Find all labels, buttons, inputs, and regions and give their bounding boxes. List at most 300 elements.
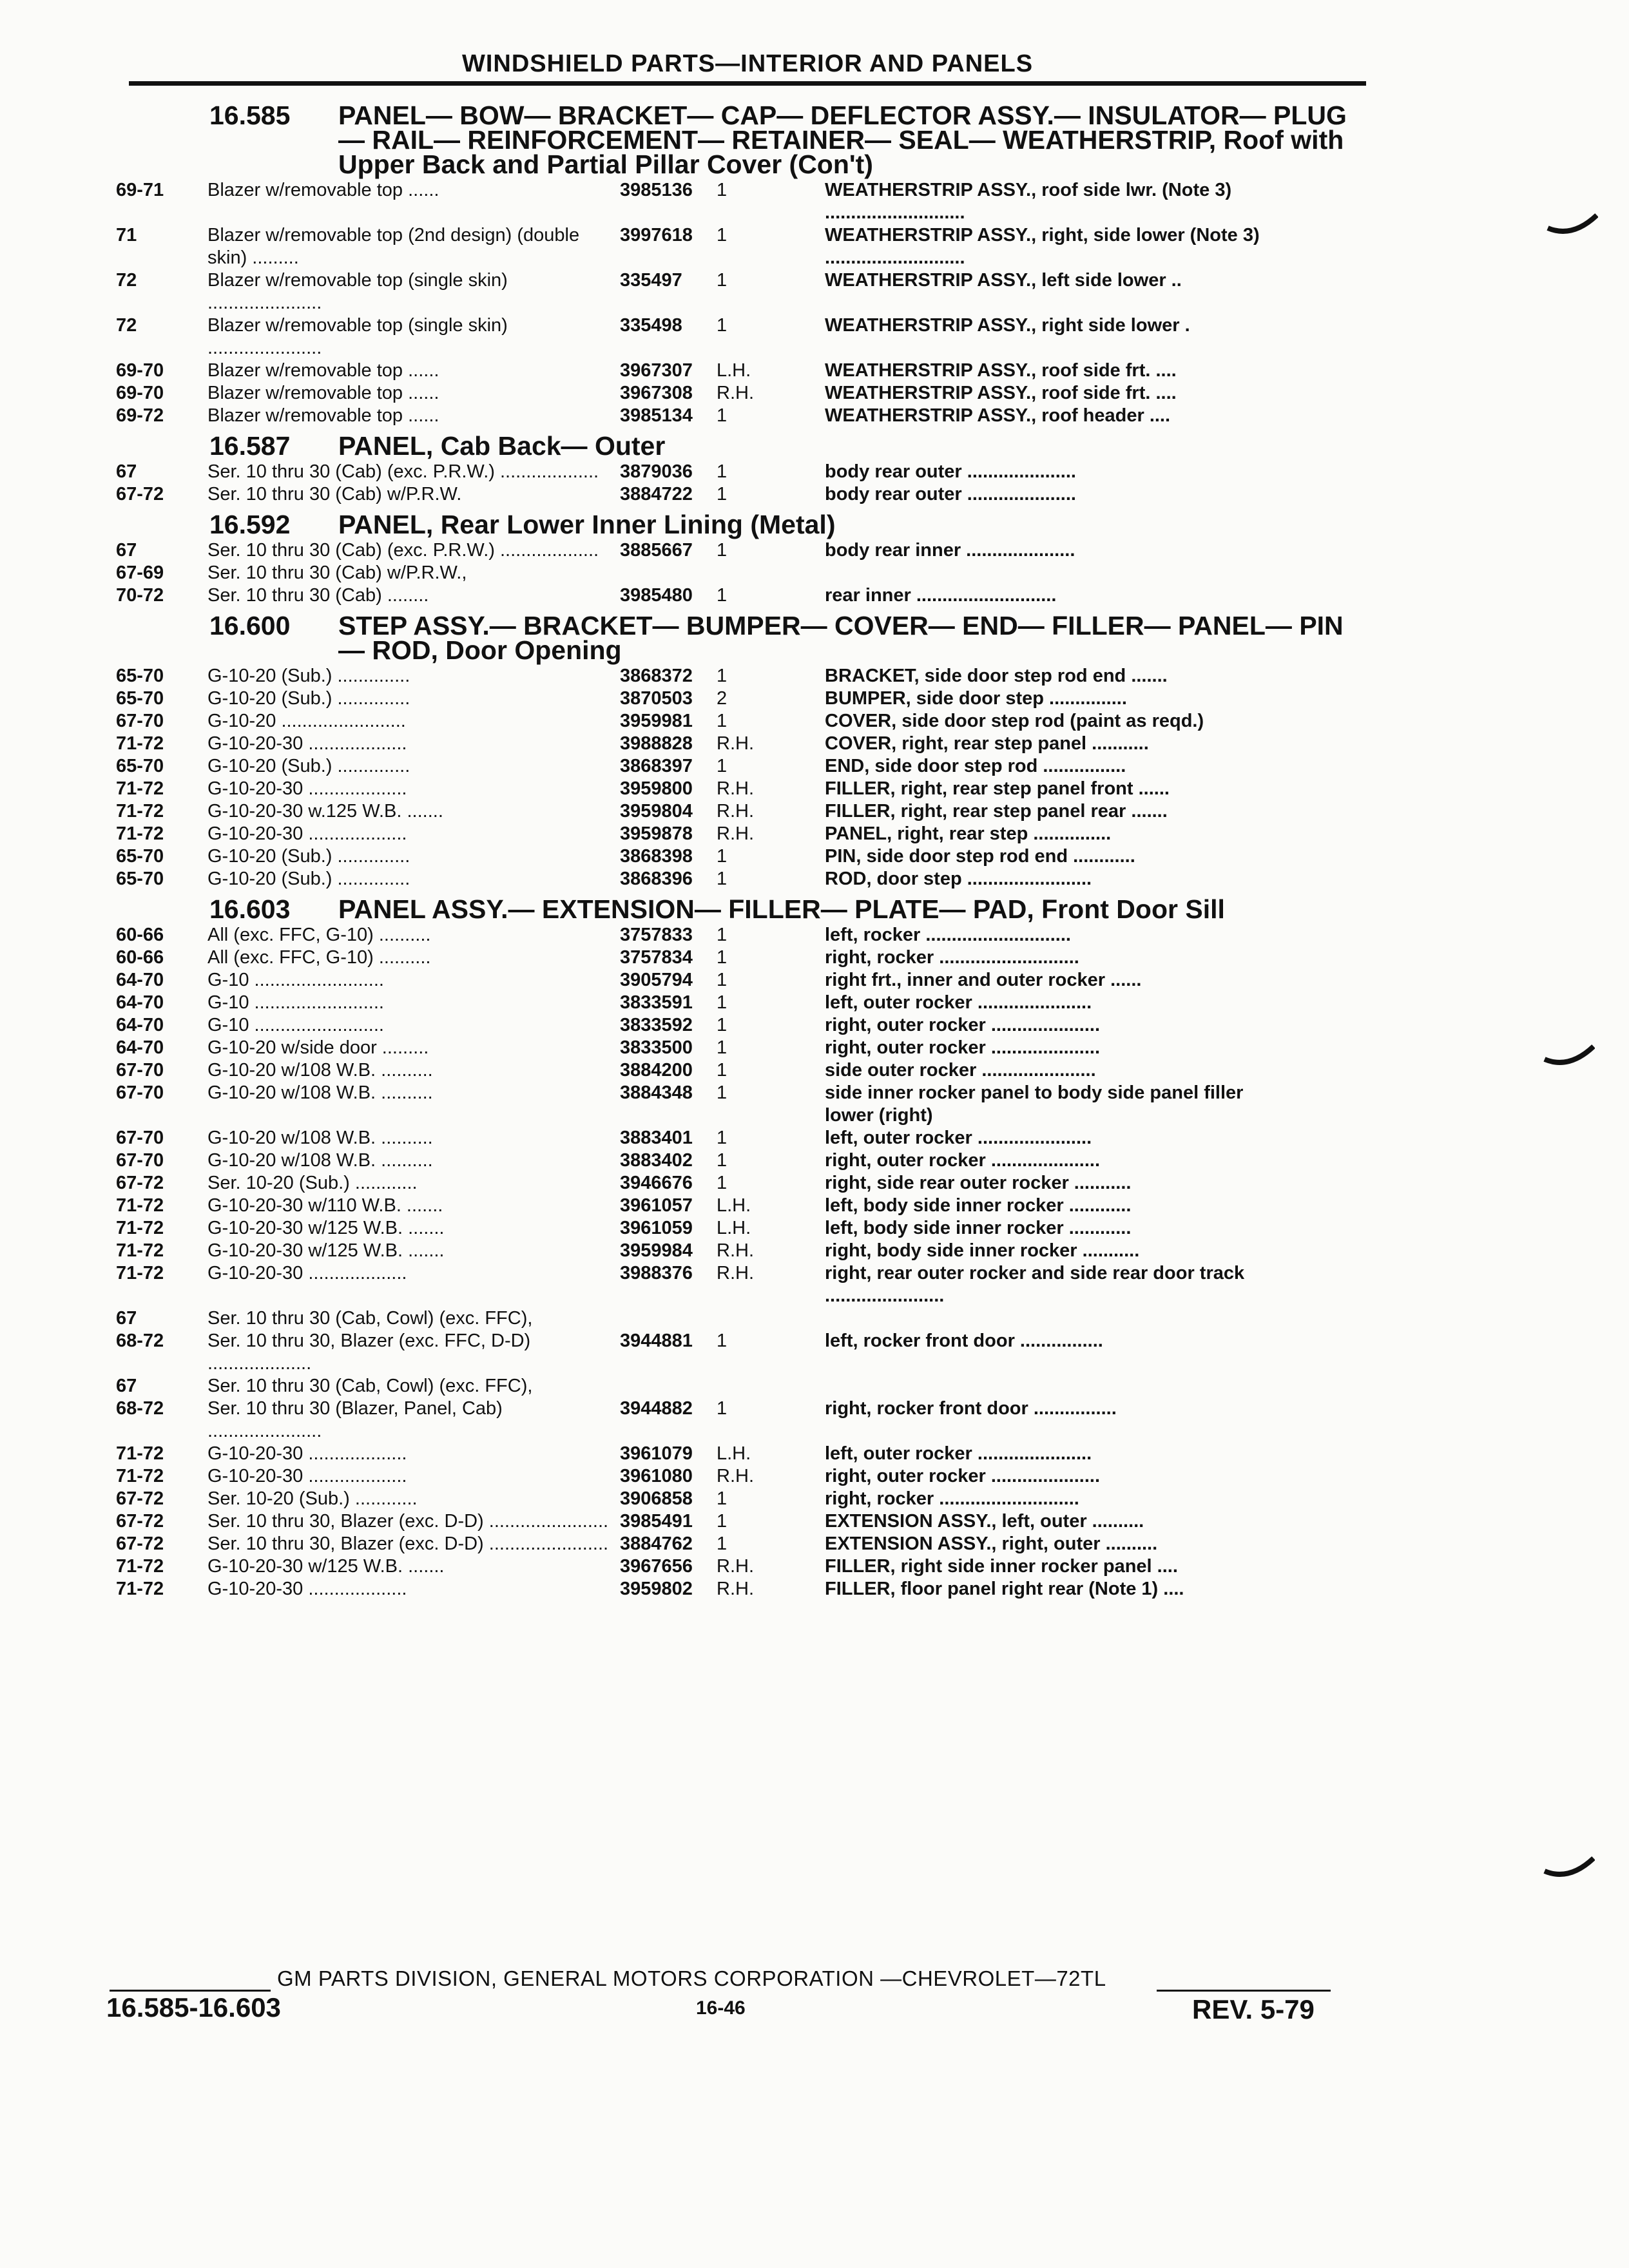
model-description: Ser. 10 thru 30 (Cab, Cowl) (exc. FFC), <box>207 1308 533 1329</box>
model-description: Blazer w/removable top ...... <box>207 405 439 426</box>
part-number: 3961080 <box>620 1466 693 1486</box>
part-name: WEATHERSTRIP ASSY., roof side frt. .... <box>825 360 1177 381</box>
year-range: 67-72 <box>116 1511 164 1532</box>
model-description: G-10-20-30 ................... <box>207 778 407 799</box>
model-description: Ser. 10-20 (Sub.) ............ <box>207 1173 418 1193</box>
model-description: Ser. 10 thru 30, Blazer (exc. FFC, D-D) .................... <box>207 1331 536 1374</box>
part-number: 3885667 <box>620 540 693 561</box>
quantity: 1 <box>717 484 728 505</box>
part-row <box>116 405 1366 427</box>
quantity: R.H. <box>717 778 754 799</box>
part-row <box>116 733 1366 755</box>
part-name: left, outer rocker ...................... <box>825 1443 1092 1464</box>
footer-section-range: 16.585-16.603 <box>106 1992 281 2023</box>
year-range: 65-70 <box>116 846 164 867</box>
year-range: 67-70 <box>116 1128 164 1148</box>
year-range: 71-72 <box>116 1218 164 1238</box>
year-range: 67-70 <box>116 1060 164 1081</box>
model-description: G-10-20-30 ................... <box>207 1466 407 1486</box>
section-number: 16.603 <box>209 894 291 924</box>
model-description: Ser. 10 thru 30 (Cab) (exc. P.R.W.) ................... <box>207 461 599 482</box>
quantity: L.H. <box>717 1218 751 1238</box>
part-row <box>116 687 1366 710</box>
year-range: 65-70 <box>116 688 164 709</box>
quantity: 1 <box>717 180 728 200</box>
year-range: 60-66 <box>116 925 164 945</box>
part-number: 3967656 <box>620 1556 693 1577</box>
year-range: 64-70 <box>116 970 164 990</box>
part-number: 3959981 <box>620 711 693 731</box>
part-number: 3906858 <box>620 1488 693 1509</box>
model-description: Ser. 10 thru 30 (Cab, Cowl) (exc. FFC), <box>207 1376 533 1396</box>
part-name: right, rocker front door ................ <box>825 1398 1117 1419</box>
quantity: 1 <box>717 225 728 245</box>
model-description: G-10-20 w/108 W.B. .......... <box>207 1082 433 1103</box>
section-number: 16.592 <box>209 510 291 539</box>
model-description: G-10-20 w/108 W.B. .......... <box>207 1128 433 1148</box>
part-row <box>116 1465 1366 1488</box>
model-description: G-10-20 (Sub.) .............. <box>207 756 410 776</box>
model-description: G-10-20-30 ................... <box>207 1579 407 1599</box>
year-range: 64-70 <box>116 992 164 1013</box>
quantity: 1 <box>717 869 728 889</box>
quantity: 1 <box>717 405 728 426</box>
part-row <box>116 461 1366 483</box>
model-description: G-10-20 (Sub.) .............. <box>207 688 410 709</box>
part-row <box>116 1037 1366 1059</box>
part-row <box>116 1533 1366 1555</box>
part-number: 3884722 <box>620 484 693 505</box>
model-description: Ser. 10 thru 30 (Blazer, Panel, Cab) ...................... <box>207 1398 508 1441</box>
part-name: body rear outer ..................... <box>825 484 1076 505</box>
model-description: Ser. 10 thru 30 (Cab) w/P.R.W., <box>207 562 467 583</box>
part-number: 335498 <box>620 315 682 336</box>
part-number: 335497 <box>620 270 682 291</box>
part-row <box>116 969 1366 992</box>
part-name: body rear outer ..................... <box>825 461 1076 482</box>
part-number: 3833591 <box>620 992 693 1013</box>
part-row <box>116 584 1366 607</box>
year-range: 67 <box>116 1376 137 1396</box>
year-range: 65-70 <box>116 666 164 686</box>
section-title: PANEL— BOW— BRACKET— CAP— DEFLECTOR ASSY.— INSULATOR— PLUG— RAIL— REINFORCEMENT— RETAINER— SEAL— WEATHERSTRIP, Roof with Upper Back and Partial Pillar Cover (Con't) <box>338 101 1347 179</box>
part-row <box>116 710 1366 733</box>
section-title: STEP ASSY.— BRACKET— BUMPER— COVER— END— FILLER— PANEL— PIN— ROD, Door Opening <box>338 611 1344 665</box>
part-name: right, rear outer rocker and side rear door track ....................... <box>825 1263 1250 1306</box>
part-number: 3868396 <box>620 869 693 889</box>
part-number: 3997618 <box>620 225 693 245</box>
quantity: 1 <box>717 315 728 336</box>
quantity: 2 <box>717 688 728 709</box>
model-description: G-10-20-30 w/110 W.B. ....... <box>207 1195 443 1216</box>
year-range: 71-72 <box>116 1443 164 1464</box>
parts-list <box>116 97 1366 1600</box>
quantity: 1 <box>717 1331 728 1351</box>
part-row <box>116 382 1366 405</box>
section-heading <box>116 103 1366 177</box>
model-description: G-10-20 w/side door ......... <box>207 1037 429 1058</box>
quantity: L.H. <box>717 1443 751 1464</box>
part-row <box>116 924 1366 947</box>
part-number: 3967308 <box>620 383 693 403</box>
part-name: side inner rocker panel to body side panel filler lower (right) <box>825 1082 1249 1126</box>
part-row <box>116 1082 1366 1127</box>
year-range: 68-72 <box>116 1398 164 1419</box>
part-name: body rear inner ..................... <box>825 540 1075 561</box>
quantity: L.H. <box>717 360 751 381</box>
part-row <box>116 1262 1366 1307</box>
part-number: 3985491 <box>620 1511 693 1532</box>
part-row <box>116 483 1366 506</box>
part-number: 3944882 <box>620 1398 693 1419</box>
part-name: FILLER, floor panel right rear (Note 1) .... <box>825 1579 1184 1599</box>
footer-text: GM PARTS DIVISION, GENERAL MOTORS CORPORATION —CHEVROLET—72TL <box>277 1966 1106 1990</box>
year-range: 67-70 <box>116 1150 164 1171</box>
section-heading <box>116 894 1366 924</box>
year-range: 65-70 <box>116 869 164 889</box>
part-name: WEATHERSTRIP ASSY., roof side lwr. (Note 3) ........................... <box>825 180 1237 223</box>
year-range: 69-70 <box>116 360 164 381</box>
year-range: 71-72 <box>116 1263 164 1283</box>
part-name: rear inner ........................... <box>825 585 1057 606</box>
year-range: 72 <box>116 315 137 336</box>
part-name: right frt., inner and outer rocker ...... <box>825 970 1142 990</box>
footer-rule-right <box>1157 1990 1331 1992</box>
model-description: All (exc. FFC, G-10) .......... <box>207 947 431 968</box>
part-name: right, outer rocker ..................... <box>825 1150 1101 1171</box>
part-number: 3884762 <box>620 1533 693 1554</box>
part-row <box>116 800 1366 823</box>
part-number: 3988828 <box>620 733 693 754</box>
year-range: 71-72 <box>116 778 164 799</box>
part-row <box>116 823 1366 845</box>
part-number: 3985480 <box>620 585 693 606</box>
section-title: PANEL, Rear Lower Inner Lining (Metal) <box>338 510 836 539</box>
part-name <box>825 562 1289 584</box>
part-row <box>116 1555 1366 1578</box>
model-description: Ser. 10-20 (Sub.) ............ <box>207 1488 418 1509</box>
part-number: 3884348 <box>620 1082 693 1103</box>
year-range: 71-72 <box>116 733 164 754</box>
part-number: 3868397 <box>620 756 693 776</box>
year-range: 70-72 <box>116 585 164 606</box>
quantity: 1 <box>717 540 728 561</box>
part-number: 3961057 <box>620 1195 693 1216</box>
year-range: 67-69 <box>116 562 164 583</box>
part-row <box>116 314 1366 360</box>
part-row <box>116 562 1366 584</box>
part-number <box>620 1375 717 1398</box>
model-description: G-10-20-30 ................... <box>207 1443 407 1464</box>
part-row <box>116 947 1366 969</box>
model-description: Blazer w/removable top ...... <box>207 360 439 381</box>
part-number: 3944881 <box>620 1331 693 1351</box>
part-name: WEATHERSTRIP ASSY., roof side frt. .... <box>825 383 1177 403</box>
quantity <box>717 1375 825 1398</box>
year-range: 71-72 <box>116 801 164 822</box>
quantity: 1 <box>717 1128 728 1148</box>
part-number: 3833500 <box>620 1037 693 1058</box>
quantity: R.H. <box>717 383 754 403</box>
part-number: 3946676 <box>620 1173 693 1193</box>
model-description: Blazer w/removable top ...... <box>207 180 439 200</box>
quantity: 1 <box>717 1037 728 1058</box>
part-row <box>116 845 1366 868</box>
part-number: 3985136 <box>620 180 693 200</box>
quantity: 1 <box>717 1533 728 1554</box>
part-row <box>116 1510 1366 1533</box>
quantity: 1 <box>717 270 728 291</box>
year-range: 60-66 <box>116 947 164 968</box>
part-name: COVER, side door step rod (paint as reqd.) <box>825 711 1204 731</box>
part-name: FILLER, right, rear step panel front ...... <box>825 778 1170 799</box>
model-description: G-10-20 (Sub.) .............. <box>207 666 410 686</box>
part-row <box>116 665 1366 687</box>
part-row <box>116 1059 1366 1082</box>
year-range: 67-72 <box>116 1533 164 1554</box>
year-range: 71-72 <box>116 823 164 844</box>
part-number: 3757833 <box>620 925 693 945</box>
part-number: 3833592 <box>620 1015 693 1035</box>
model-description: G-10-20 ........................ <box>207 711 406 731</box>
model-description: G-10 ......................... <box>207 1015 384 1035</box>
year-range: 69-71 <box>116 180 164 200</box>
quantity: R.H. <box>717 801 754 822</box>
part-name: right, rocker ........................... <box>825 1488 1079 1509</box>
model-description: Ser. 10 thru 30 (Cab) ........ <box>207 585 429 606</box>
model-description: G-10-20 (Sub.) .............. <box>207 869 410 889</box>
section-number: 16.585 <box>209 101 291 130</box>
part-row <box>116 868 1366 890</box>
binder-hook-mark <box>1543 1044 1595 1070</box>
year-range: 67 <box>116 461 137 482</box>
year-range: 64-70 <box>116 1015 164 1035</box>
part-row <box>116 755 1366 778</box>
part-name: BRACKET, side door step rod end ....... <box>825 666 1168 686</box>
part-name: WEATHERSTRIP ASSY., right side lower . <box>825 315 1190 336</box>
quantity: 1 <box>717 1398 728 1419</box>
part-name: left, body side inner rocker ............ <box>825 1218 1132 1238</box>
year-range: 71 <box>116 225 137 245</box>
part-name: left, outer rocker ...................... <box>825 992 1092 1013</box>
model-description: All (exc. FFC, G-10) .......... <box>207 925 431 945</box>
part-number: 3868398 <box>620 846 693 867</box>
part-name: BUMPER, side door step ............... <box>825 688 1127 709</box>
part-row <box>116 224 1366 269</box>
part-row <box>116 992 1366 1014</box>
model-description: G-10-20-30 ................... <box>207 823 407 844</box>
part-name: left, outer rocker ...................... <box>825 1128 1092 1148</box>
model-description: G-10-20 w/108 W.B. .......... <box>207 1150 433 1171</box>
model-description: Blazer w/removable top (2nd design) (double skin) ......... <box>207 225 585 268</box>
model-description: G-10-20-30 w/125 W.B. ....... <box>207 1556 445 1577</box>
model-description: Blazer w/removable top (single skin) ...................... <box>207 315 513 358</box>
quantity: R.H. <box>717 1466 754 1486</box>
part-row <box>116 1375 1366 1398</box>
year-range: 68-72 <box>116 1331 164 1351</box>
year-range: 64-70 <box>116 1037 164 1058</box>
part-number: 3884200 <box>620 1060 693 1081</box>
quantity: R.H. <box>717 823 754 844</box>
part-name: PIN, side door step rod end ............ <box>825 846 1135 867</box>
year-range: 67-70 <box>116 1082 164 1103</box>
part-name: COVER, right, rear step panel ........... <box>825 733 1149 754</box>
year-range: 71-72 <box>116 1195 164 1216</box>
model-description: G-10-20 w/108 W.B. .......... <box>207 1060 433 1081</box>
part-number <box>620 1307 717 1330</box>
quantity: L.H. <box>717 1195 751 1216</box>
quantity <box>717 562 825 584</box>
part-number <box>620 562 717 584</box>
model-description: G-10 ......................... <box>207 970 384 990</box>
quantity: 1 <box>717 1015 728 1035</box>
part-row <box>116 360 1366 382</box>
part-number: 3959984 <box>620 1240 693 1261</box>
part-row <box>116 1195 1366 1217</box>
part-number: 3985134 <box>620 405 693 426</box>
part-row <box>116 269 1366 314</box>
footer-revision: REV. 5-79 <box>1192 1994 1315 2024</box>
model-description: G-10 ......................... <box>207 992 384 1013</box>
year-range: 67-72 <box>116 1488 164 1509</box>
quantity: 1 <box>717 711 728 731</box>
year-range: 67 <box>116 1308 137 1329</box>
part-row <box>116 1578 1366 1600</box>
section-title: PANEL ASSY.— EXTENSION— FILLER— PLATE— PAD, Front Door Sill <box>338 894 1225 924</box>
quantity: 1 <box>717 970 728 990</box>
part-row <box>116 778 1366 800</box>
part-number: 3959878 <box>620 823 693 844</box>
quantity: R.H. <box>717 733 754 754</box>
quantity <box>717 1307 825 1330</box>
quantity: R.H. <box>717 1579 754 1599</box>
header-rule <box>129 81 1366 86</box>
part-name: ROD, door step ........................ <box>825 869 1092 889</box>
part-name: END, side door step rod ................ <box>825 756 1126 776</box>
part-number: 3959800 <box>620 778 693 799</box>
quantity: 1 <box>717 846 728 867</box>
quantity: 1 <box>717 992 728 1013</box>
part-number: 3883402 <box>620 1150 693 1171</box>
year-range: 67-72 <box>116 1173 164 1193</box>
part-name: WEATHERSTRIP ASSY., left side lower .. <box>825 270 1182 291</box>
year-range: 71-72 <box>116 1240 164 1261</box>
quantity: 1 <box>717 1150 728 1171</box>
binder-hook-mark <box>1543 1856 1595 1881</box>
part-number: 3883401 <box>620 1128 693 1148</box>
part-name: left, body side inner rocker ............ <box>825 1195 1132 1216</box>
part-number: 3967307 <box>620 360 693 381</box>
model-description: Ser. 10 thru 30 (Cab) w/P.R.W. <box>207 484 462 505</box>
part-row <box>116 1149 1366 1172</box>
quantity: 1 <box>717 1060 728 1081</box>
part-name: PANEL, right, rear step ............... <box>825 823 1112 844</box>
section-heading <box>116 611 1366 665</box>
quantity: 1 <box>717 1082 728 1103</box>
model-description: G-10-20 (Sub.) .............. <box>207 846 410 867</box>
part-name: WEATHERSTRIP ASSY., roof header .... <box>825 405 1171 426</box>
part-number: 3905794 <box>620 970 693 990</box>
part-name: right, outer rocker ..................... <box>825 1015 1101 1035</box>
part-number: 3870503 <box>620 688 693 709</box>
year-range: 69-70 <box>116 383 164 403</box>
part-number: 3959802 <box>620 1579 693 1599</box>
part-row <box>116 1330 1366 1375</box>
part-number: 3959804 <box>620 801 693 822</box>
part-row <box>116 1488 1366 1510</box>
year-range: 65-70 <box>116 756 164 776</box>
quantity: 1 <box>717 947 728 968</box>
part-name: right, side rear outer rocker ........... <box>825 1173 1132 1193</box>
part-row <box>116 1398 1366 1443</box>
section-title: PANEL, Cab Back— Outer <box>338 431 666 461</box>
quantity: 1 <box>717 1511 728 1532</box>
quantity: 1 <box>717 1488 728 1509</box>
model-description: Ser. 10 thru 30, Blazer (exc. D-D) ....................... <box>207 1511 609 1532</box>
part-number: 3868372 <box>620 666 693 686</box>
part-row <box>116 1217 1366 1240</box>
part-name: FILLER, right, rear step panel rear ....... <box>825 801 1168 822</box>
model-description: G-10-20-30 ................... <box>207 733 407 754</box>
quantity: R.H. <box>717 1556 754 1577</box>
model-description: Ser. 10 thru 30 (Cab) (exc. P.R.W.) ................... <box>207 540 599 561</box>
part-row <box>116 179 1366 224</box>
part-row <box>116 1127 1366 1149</box>
quantity: 1 <box>717 666 728 686</box>
model-description: Blazer w/removable top (single skin) ...................... <box>207 270 513 313</box>
part-name: EXTENSION ASSY., right, outer .......... <box>825 1533 1158 1554</box>
quantity: 1 <box>717 461 728 482</box>
part-name: right, outer rocker ..................... <box>825 1466 1101 1486</box>
part-name: FILLER, right side inner rocker panel .... <box>825 1556 1178 1577</box>
part-name: right, body side inner rocker ........... <box>825 1240 1140 1261</box>
year-range: 71-72 <box>116 1579 164 1599</box>
part-name: left, rocker front door ................ <box>825 1331 1103 1351</box>
part-row <box>116 1240 1366 1262</box>
part-row <box>116 1172 1366 1195</box>
part-number: 3879036 <box>620 461 693 482</box>
quantity: R.H. <box>717 1263 754 1283</box>
part-number: 3988376 <box>620 1263 693 1283</box>
section-number: 16.600 <box>209 611 291 640</box>
model-description: Blazer w/removable top ...... <box>207 383 439 403</box>
year-range: 67 <box>116 540 137 561</box>
model-description: G-10-20-30 w.125 W.B. ....... <box>207 801 443 822</box>
footer-page-number: 16-46 <box>696 1997 746 2019</box>
part-name: EXTENSION ASSY., left, outer .......... <box>825 1511 1144 1532</box>
part-number: 3961079 <box>620 1443 693 1464</box>
part-row <box>116 539 1366 562</box>
section-heading <box>116 512 1366 537</box>
page-header: WINDSHIELD PARTS—INTERIOR AND PANELS <box>461 50 1034 77</box>
year-range: 71-72 <box>116 1556 164 1577</box>
part-number: 3961059 <box>620 1218 693 1238</box>
part-name <box>825 1375 1289 1398</box>
part-row <box>116 1307 1366 1330</box>
part-name: side outer rocker ...................... <box>825 1060 1096 1081</box>
model-description: G-10-20-30 w/125 W.B. ....... <box>207 1240 445 1261</box>
year-range: 67-72 <box>116 484 164 505</box>
part-row <box>116 1014 1366 1037</box>
model-description: G-10-20-30 w/125 W.B. ....... <box>207 1218 445 1238</box>
section-number: 16.587 <box>209 431 291 461</box>
part-name: WEATHERSTRIP ASSY., right, side lower (Note 3) ........................... <box>825 225 1265 268</box>
binder-hook-mark <box>1547 213 1598 238</box>
part-row <box>116 1443 1366 1465</box>
quantity: 1 <box>717 756 728 776</box>
part-name: right, rocker ........................... <box>825 947 1079 968</box>
quantity: 1 <box>717 585 728 606</box>
